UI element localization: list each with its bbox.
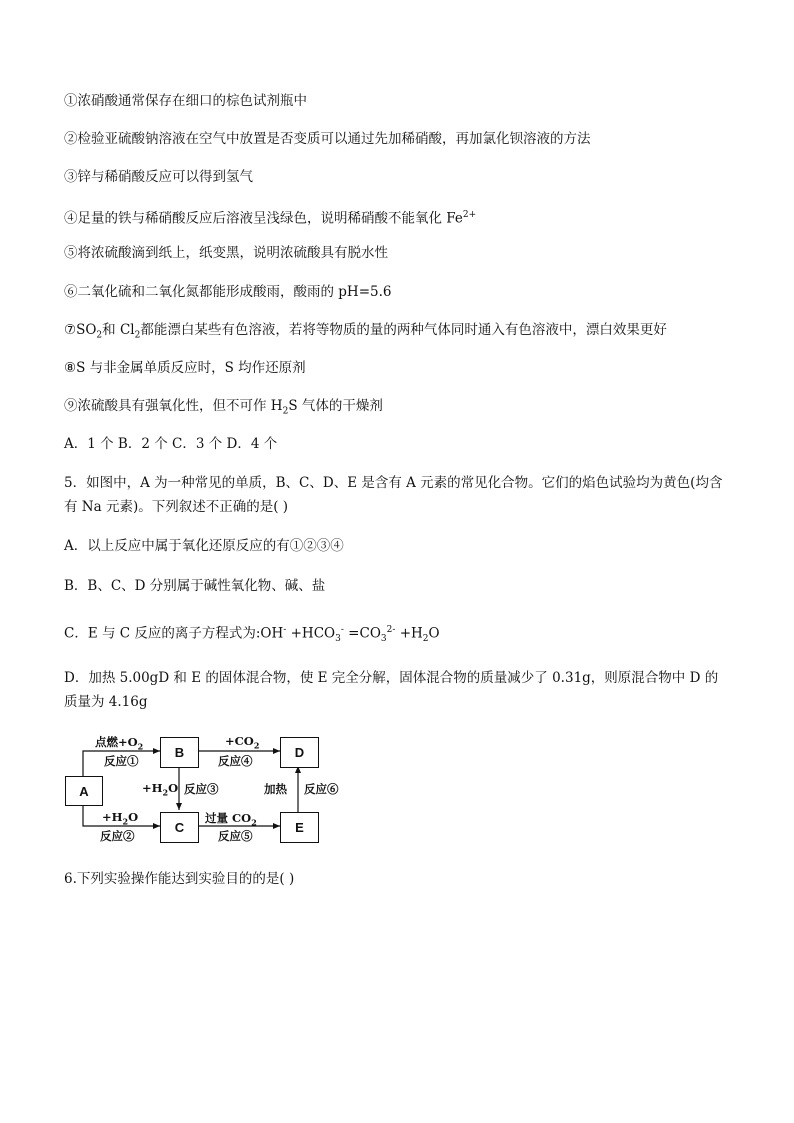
label-ce-top-a: 过量 CO — [205, 811, 252, 825]
q5-option-a-text: A．以上反应中属于氧化还原反应的有①②③④ — [64, 538, 344, 554]
label-ab-bottom: 反应① — [104, 754, 139, 768]
statement-4-text: ④足量的铁与稀硝酸反应后溶液呈浅绿色，说明稀硝酸不能氧化 Fe — [64, 210, 463, 227]
statement-5-text: ⑤将浓硫酸滴到纸上，纸变黑，说明浓硫酸具有脱水性 — [64, 245, 388, 261]
box-d: D — [280, 737, 319, 768]
statement-4-sup: 2+ — [462, 210, 477, 220]
statement-7-sub1: 2 — [96, 330, 103, 341]
statement-5 — [64, 244, 388, 262]
label-ed-right: 反应⑥ — [304, 782, 339, 796]
label-bc-left-sub: 2 — [162, 787, 169, 798]
statement-8-text: ⑧S 与非金属单质反应时，S 均作还原剂 — [64, 360, 306, 376]
label-bd-top — [225, 734, 259, 750]
reaction-diagram — [60, 728, 360, 843]
q4-options-text: A．1 个 B．2 个 C．3 个 D．4 个 — [64, 436, 278, 452]
label-ce-top — [205, 810, 257, 827]
statement-7-a: ⑦SO — [64, 322, 97, 338]
label-ed-left: 加热 — [264, 782, 287, 796]
statement-2 — [64, 130, 591, 148]
label-bc-right: 反应③ — [184, 782, 219, 796]
statement-6-text: ⑥二氧化硫和二氧化氮都能形成酸雨，酸雨的 pH=5.6 — [64, 284, 392, 300]
box-e: E — [280, 812, 319, 843]
statement-8 — [64, 359, 306, 377]
label-bc-left — [142, 781, 178, 797]
q5-option-d-text: D．加热 5.00gD 和 E 的固体混合物，使 E 完全分解，固体混合物的质量减少了 0.31g，则原混合物中 D 的质量为 4.16g — [64, 670, 719, 710]
statement-2-text: ②检验亚硫酸钠溶液在空气中放置是否变质可以通过先加稀硝酸，再加氯化钡溶液的方法 — [64, 131, 591, 147]
q5-option-b-text: B．B、C、D 分别属于碱性氧化物、碱、盐 — [64, 578, 326, 594]
label-ce-top-sub: 2 — [251, 817, 257, 828]
label-ac-top-sub: 2 — [122, 816, 129, 827]
q5-option-c-c: =CO — [343, 625, 381, 642]
q5-option-c-b: +HCO — [286, 625, 336, 642]
label-bd-bottom: 反应④ — [218, 754, 253, 768]
q5-option-c-d: +H — [395, 625, 423, 642]
label-ac-top-a: +H — [102, 810, 123, 824]
statement-1-text: ①浓硝酸通常保存在细口的棕色试剂瓶中 — [64, 93, 307, 109]
q5-option-c — [64, 621, 440, 648]
label-bd-top-sub: 2 — [253, 740, 260, 751]
label-ab-top — [95, 734, 143, 751]
q5-stem — [64, 471, 724, 519]
q5-option-a — [64, 537, 344, 555]
box-b: B — [160, 737, 199, 768]
label-ce-bottom: 反应⑤ — [218, 829, 253, 843]
q5-option-c-e: O — [428, 625, 440, 642]
q5-option-c-sub2: 3 — [380, 634, 387, 645]
label-ac-top-b: O — [128, 810, 139, 824]
q5-option-c-sup1: - — [283, 625, 287, 635]
statement-9-sub: 2 — [282, 406, 289, 417]
q6-stem-text: 6.下列实验操作能达到实验目的的是( ) — [64, 871, 295, 887]
q5-option-c-sub3: 2 — [422, 634, 429, 645]
label-bc-left-b: O — [168, 781, 179, 795]
q5-option-d — [64, 666, 724, 714]
statement-3-text: ③锌与稀硝酸反应可以得到氢气 — [64, 169, 253, 185]
box-c: C — [160, 812, 199, 843]
statement-4 — [64, 206, 476, 228]
statement-9-b: S 气体的干燥剂 — [288, 398, 383, 414]
statement-9-a: ⑨浓硫酸具有强氧化性，但不可作 H — [64, 398, 283, 414]
label-ab-top-a: 点燃+O — [95, 735, 138, 749]
label-ac-bottom: 反应② — [100, 829, 135, 843]
statement-7-sub2: 2 — [134, 330, 141, 341]
q4-options — [64, 435, 277, 453]
q5-option-c-sup3: 2- — [386, 625, 396, 635]
q6-stem — [64, 870, 294, 888]
label-bd-top-a: +CO — [225, 734, 254, 748]
q5-option-c-sub1: 3 — [335, 634, 341, 645]
label-ab-top-sub: 2 — [137, 741, 144, 752]
q5-option-c-a: C．E 与 C 反应的离子方程式为:OH — [64, 625, 284, 642]
label-bc-left-a: +H — [142, 781, 163, 795]
label-ac-top — [102, 810, 138, 826]
statement-7-b: 和 Cl — [102, 322, 135, 338]
statement-3 — [64, 168, 253, 186]
statement-6 — [64, 283, 392, 301]
statement-7-c: 都能漂白某些有色溶液，若将等物质的量的两种气体同时通入有色溶液中，漂白效果更好 — [140, 322, 667, 338]
q5-stem-text: 5．如图中，A 为一种常见的单质，B、C、D、E 是含有 A 元素的常见化合物。它们的焰色试验均为黄色(均含有 Na 元素)。下列叙述不正确的是( ) — [64, 475, 723, 515]
box-a: A — [65, 776, 103, 806]
statement-1 — [64, 92, 307, 110]
statement-9 — [64, 397, 383, 421]
q5-option-c-sup2: - — [340, 625, 344, 635]
statement-7 — [64, 321, 667, 345]
q5-option-b — [64, 577, 325, 595]
